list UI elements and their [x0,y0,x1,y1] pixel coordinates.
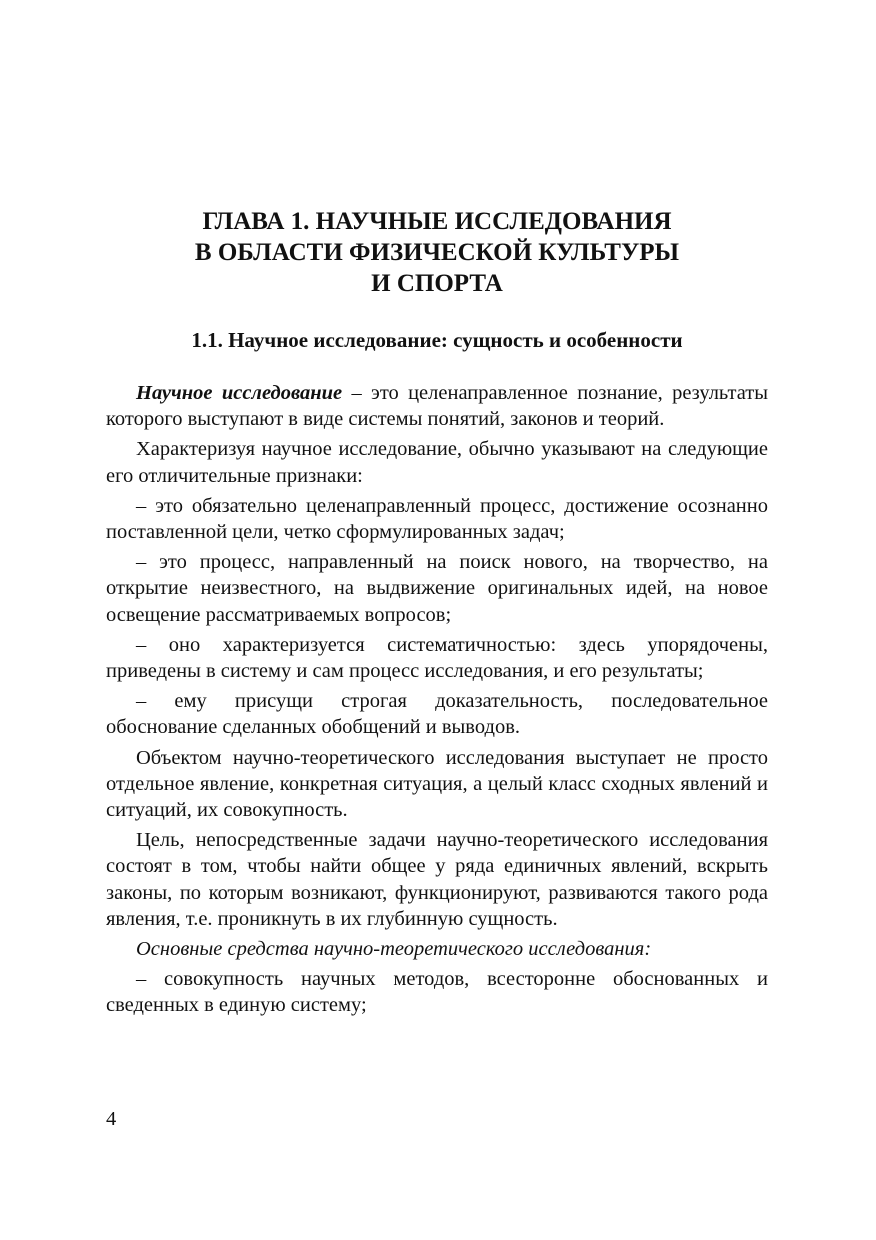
list-item-novelty: – это процесс, направленный на поиск нового, на творчество, на открытие неизвестного, на выдвижение оригинальных идей, на новое освещение рассматриваемых вопросов; [106,551,768,626]
chapter-title-line-3: И СПОРТА [371,270,503,297]
definition-text: – это целенаправленное познание, результаты которого выступают в виде системы понятий, законов и теорий. [106,382,768,431]
chapter-title-line-2: В ОБЛАСТИ ФИЗИЧЕСКОЙ КУЛЬТУРЫ [194,239,680,266]
list-item-evidence: – ему присущи строгая доказательность, последовательное обоснование сделанных обобщений и выводов. [106,690,768,739]
book-page [106,0,768,1240]
paragraph-goal: Цель, непосредственные задачи научно-теоретического исследования состоят в том, чтобы найти общее у ряда единичных явлений, вскрыть законы, по которым возникают, функционируют, развиваются такого рода явления, т.е. проникнуть в их глубинную сущность. [106,829,768,930]
paragraph-means-heading: Основные средства научно-теоретического исследования: [136,938,652,961]
paragraph-object: Объектом научно-теоретического исследования выступает не просто отдельное явление, конкретная ситуация, а целый класс сходных явлений и ситуаций, их совокупность. [106,746,768,822]
paragraph-definition [106,380,768,432]
term-scientific-research: Научное исследование [136,382,343,404]
list-item-purposeful: – это обязательно целенаправленный процесс, достижение осознанно поставленной цели, четко сформулированных задач; [106,494,768,544]
body-text [106,380,768,1019]
chapter-title [106,206,768,299]
list-item-methods: – совокупность научных методов, всесторонне обоснованных и сведенных в единую систему; [106,968,768,1017]
list-item-systematic: – оно характеризуется систематичностью: здесь упорядочены, приведены в систему и сам процесс исследования, и его результаты; [106,633,768,683]
page-number: 4 [106,1108,117,1130]
paragraph-features-intro: Характеризуя научное исследование, обычно указывают на следующие его отличительные признаки: [106,438,768,487]
chapter-title-line-1: ГЛАВА 1. НАУЧНЫЕ ИССЛЕДОВАНИЯ [202,208,672,235]
section-title: 1.1. Научное исследование: сущность и особенности [191,328,683,352]
